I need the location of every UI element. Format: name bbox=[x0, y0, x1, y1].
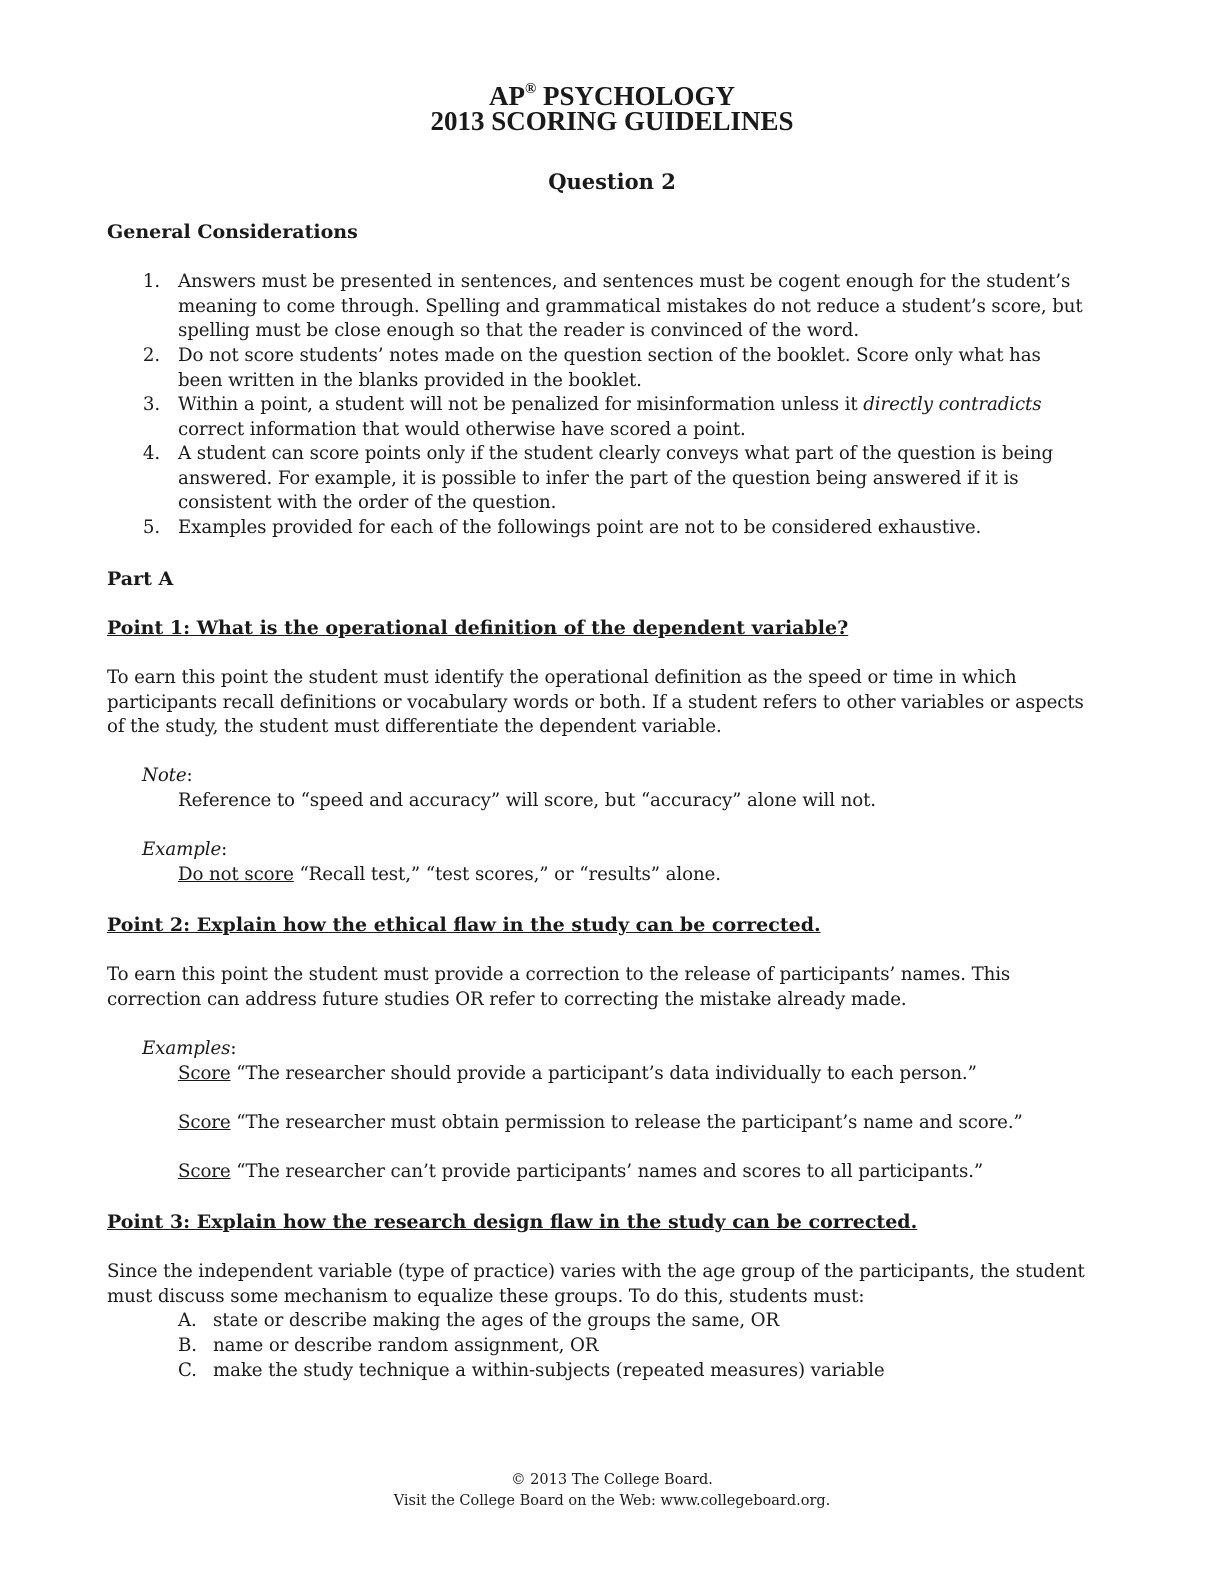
footer-website: Visit the College Board on the Web: www.collegeboard.org. bbox=[393, 1493, 831, 1509]
question-heading: Question 2 bbox=[548, 169, 676, 194]
general-considerations-heading: General Considerations bbox=[107, 221, 358, 243]
list-item-line: Answers must be presented in sentences, and sentences must be cogent enough for the student’s bbox=[178, 271, 1071, 292]
example-text: Do not score “Recall test,” “test scores,” or “results” alone. bbox=[178, 864, 721, 885]
point-3-heading: Point 3: Explain how the research design flaw in the study can be corrected. bbox=[107, 1211, 918, 1233]
list-item-line: been written in the blanks provided in the booklet. bbox=[178, 369, 642, 391]
registered-mark: ® bbox=[525, 81, 537, 97]
list-item-line: Within a point, a student will not be penalized for misinformation unless it directly contradicts bbox=[178, 394, 1042, 415]
footer-copyright: © 2013 The College Board. bbox=[511, 1472, 713, 1488]
example-label: Example: bbox=[142, 839, 228, 860]
list-item-line: answered. For example, it is possible to infer the part of the question being answered if it is bbox=[178, 467, 1019, 489]
point-3-body-line: Since the independent variable (type of practice) varies with the age group of the participants, the student bbox=[107, 1261, 1085, 1282]
list-number: 1. bbox=[142, 271, 160, 292]
option-item: B. name or describe random assignment, OR bbox=[178, 1335, 599, 1356]
point-1-body-line: To earn this point the student must identify the operational definition as the speed or time in which bbox=[107, 667, 1017, 688]
point-2-heading: Point 2: Explain how the ethical flaw in the study can be corrected. bbox=[107, 914, 821, 936]
list-item-line: spelling must be close enough so that the reader is convinced of the word. bbox=[178, 320, 859, 342]
example-item: Score “The researcher can’t provide participants’ names and scores to all participants.” bbox=[178, 1161, 984, 1182]
list-number: 2. bbox=[142, 345, 160, 366]
point-2-body-line: To earn this point the student must provide a correction to the release of participants’ names. This bbox=[107, 964, 1011, 985]
page-subtitle: 2013 SCORING GUIDELINES bbox=[430, 106, 794, 136]
list-item-line: Do not score students’ notes made on the question section of the booklet. Score only what has bbox=[178, 345, 1041, 366]
option-item: C. make the study technique a within-subjects (repeated measures) variable bbox=[178, 1359, 885, 1381]
point-2-body-line: correction can address future studies OR refer to correcting the mistake already made. bbox=[107, 988, 907, 1010]
page-title: AP® PSYCHOLOGY bbox=[489, 81, 735, 111]
list-item-line: meaning to come through. Spelling and grammatical mistakes do not reduce a student’s score, but bbox=[178, 295, 1083, 317]
example-item: Score “The researcher should provide a participant’s data individually to each person.” bbox=[178, 1063, 977, 1084]
list-item-line: consistent with the order of the question. bbox=[178, 492, 557, 514]
list-number: 3. bbox=[142, 394, 160, 415]
example-item: Score “The researcher must obtain permission to release the participant’s name and score.” bbox=[178, 1112, 1023, 1133]
emphasis-text: directly contradicts bbox=[863, 394, 1042, 415]
option-item: A. state or describe making the ages of the groups the same, OR bbox=[178, 1310, 780, 1331]
note-text: Reference to “speed and accuracy” will score, but “accuracy” alone will not. bbox=[178, 790, 876, 811]
point-1-heading: Point 1: What is the operational definition of the dependent variable? bbox=[107, 617, 849, 639]
point-1-body-line: of the study, the student must differentiate the dependent variable. bbox=[107, 716, 722, 738]
point-3-body-line: must discuss some mechanism to equalize these groups. To do this, students must: bbox=[107, 1285, 865, 1307]
list-item-line: A student can score points only if the student clearly conveys what part of the question is being bbox=[178, 443, 1054, 464]
list-number: 4. bbox=[142, 443, 160, 464]
note-label: Note: bbox=[142, 765, 193, 786]
list-item-line: Examples provided for each of the followings point are not to be considered exhaustive. bbox=[178, 517, 982, 538]
point-1-body-line: participants recall definitions or vocabulary words or both. If a student refers to other variables or aspects bbox=[107, 691, 1084, 713]
list-item-line: correct information that would otherwise have scored a point. bbox=[178, 418, 746, 440]
part-a-heading: Part A bbox=[107, 568, 174, 590]
examples-label: Examples: bbox=[142, 1038, 237, 1059]
list-number: 5. bbox=[142, 517, 160, 538]
